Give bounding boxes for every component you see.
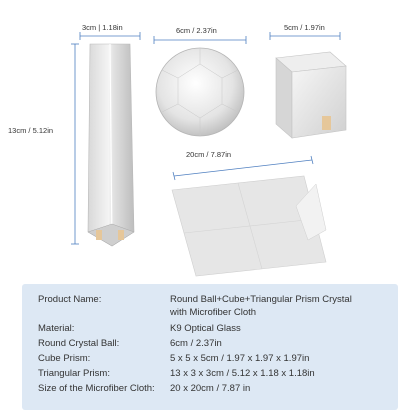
prism-height-label: 13cm / 5.12in <box>8 126 54 135</box>
ball-label: Round Crystal Ball: <box>38 338 120 349</box>
product-name-value-line2: with Microfiber Cloth <box>170 307 257 318</box>
prism-height-line <box>71 44 79 244</box>
prism-value: 13 x 3 x 3cm / 5.12 x 1.18 x 1.18in <box>170 368 315 379</box>
ball-width-line <box>154 36 246 44</box>
crystal-cube <box>276 52 346 138</box>
cube-value: 5 x 5 x 5cm / 1.97 x 1.97 x 1.97in <box>170 353 310 364</box>
crystal-ball <box>156 48 244 136</box>
cloth-width-line <box>173 156 313 180</box>
product-name-value: Round Ball+Cube+Triangular Prism Crystal <box>170 294 352 305</box>
cube-width-line <box>270 32 340 40</box>
triangular-prism <box>88 44 134 246</box>
ball-value: 6cm / 2.37in <box>170 338 222 349</box>
ball-diameter-label: 6cm / 2.37in <box>176 26 217 35</box>
cube-label: Cube Prism: <box>38 353 91 364</box>
product-name-label: Product Name: <box>38 294 102 305</box>
prism-label: Triangular Prism: <box>38 368 110 379</box>
cube-width-label: 5cm / 1.97in <box>284 23 325 32</box>
prism-width-label: 3cm | 1.18in <box>82 23 123 32</box>
material-value: K9 Optical Glass <box>170 323 241 334</box>
spec-panel <box>22 284 398 410</box>
cloth-value: 20 x 20cm / 7.87 in <box>170 383 251 394</box>
cloth-label: Size of the Microfiber Cloth: <box>38 383 155 394</box>
cloth-width-label: 20cm / 7.87in <box>186 150 232 159</box>
material-label: Material: <box>38 323 75 334</box>
microfiber-cloth <box>172 176 326 276</box>
prism-width-line <box>80 32 140 40</box>
